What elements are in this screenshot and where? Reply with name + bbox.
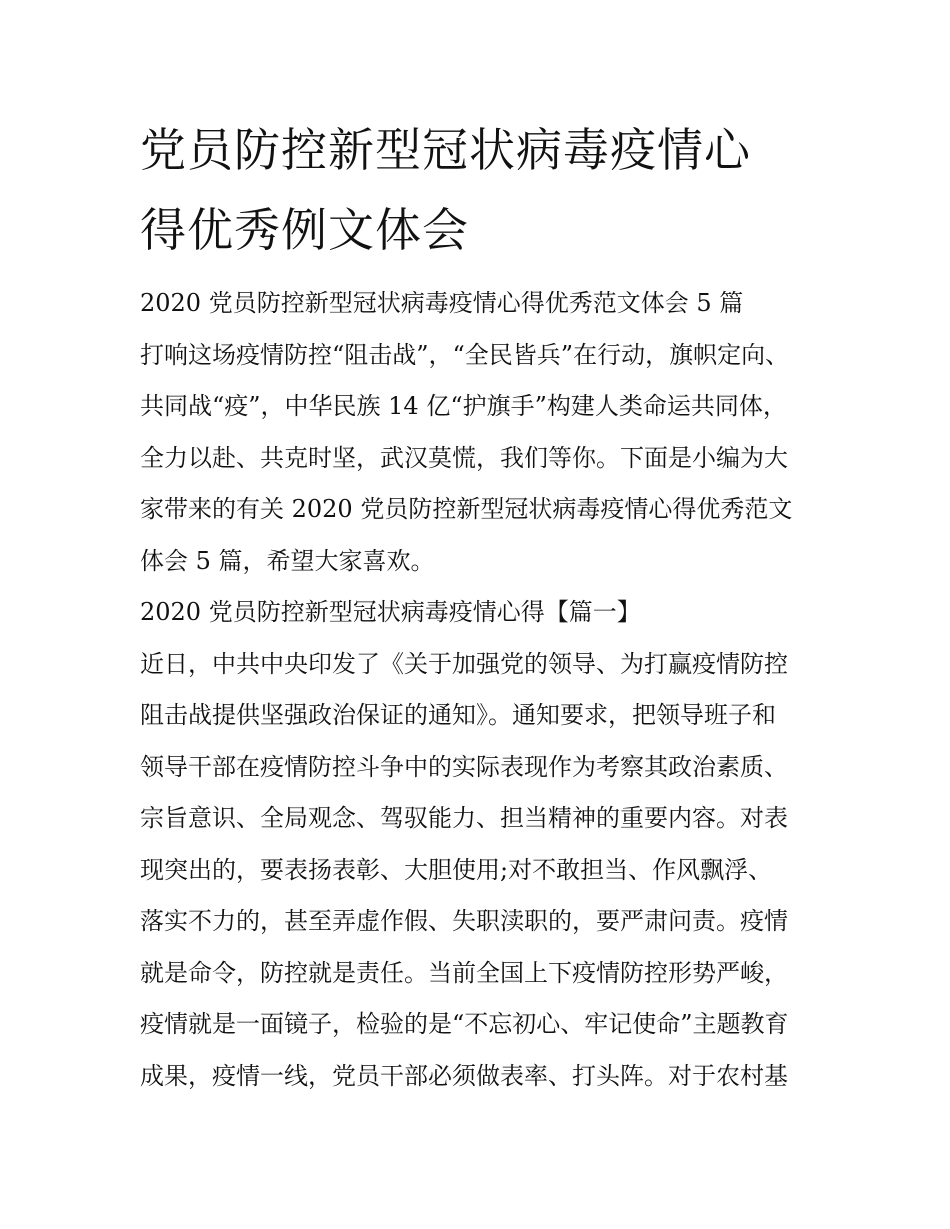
title-line: 得优秀例文体会 — [140, 203, 469, 257]
paragraph-line: 成果，疫情一线，党员干部必须做表率、打头阵。对于农村基 — [140, 1061, 788, 1090]
paragraph-line: 疫情就是一面镜子，检验的是“不忘初心、牢记使命”主题教育 — [140, 1010, 789, 1038]
paragraph-line: 现突出的，要表扬表彰、大胆使用;对不敢担当、作风飘浮、 — [140, 855, 773, 884]
paragraph-line: 共同战“疫”，中华民族 14 亿“护旗手”构建人类命运共同体， — [140, 392, 787, 420]
paragraph-line: 体会 5 篇，希望大家喜欢。 — [140, 546, 435, 575]
paragraph-line: 领导干部在疫情防控斗争中的实际表现作为考察其政治素质、 — [140, 752, 788, 781]
paragraph-line: 家带来的有关 2020 党员防控新型冠状病毒疫情心得优秀范文 — [140, 495, 793, 523]
document-body — [140, 278, 840, 1102]
paragraph-line: 落实不力的，甚至弄虚作假、失职渎职的，要严肃问责。疫情 — [140, 907, 788, 935]
paragraph-line: 宗旨意识、全局观念、驾驭能力、担当精神的重要内容。对表 — [140, 804, 788, 832]
paragraph-line: 全力以赴、共克时坚，武汉莫慌，我们等你。下面是小编为大 — [140, 443, 788, 472]
subtitle-line: 2020 党员防控新型冠状病毒疫情心得优秀范文体会 5 篇 — [140, 289, 744, 317]
document-title — [140, 110, 820, 270]
section-heading: 2020 党员防控新型冠状病毒疫情心得【篇一】 — [140, 598, 641, 626]
paragraph-line: 打响这场疫情防控“阻击战”，“全民皆兵”在行动，旗帜定向、 — [140, 340, 790, 369]
paragraph-line: 阻击战提供坚强政治保证的通知》。通知要求，把领导班子和 — [140, 701, 776, 729]
paragraph-line: 近日，中共中央印发了《关于加强党的领导、为打赢疫情防控 — [140, 649, 788, 678]
paragraph-line: 就是命令，防控就是责任。当前全国上下疫情防控形势严峻， — [140, 958, 788, 987]
title-line: 党员防控新型冠状病毒疫情心 — [140, 123, 751, 177]
